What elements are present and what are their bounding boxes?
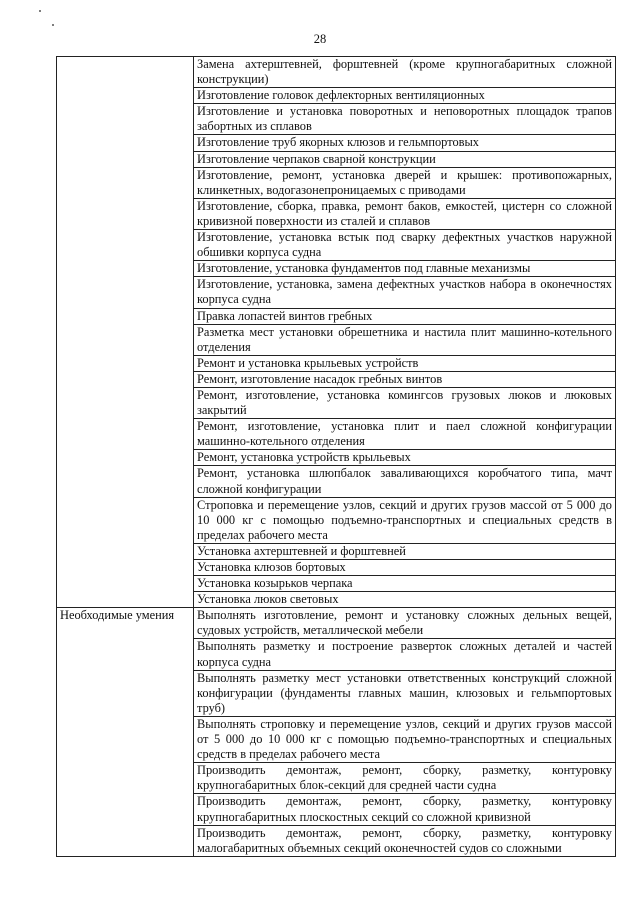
row-text: Производить демонтаж, ремонт, сборку, разметку, контуровку крупногабаритных блок-секций для средней части судна: [194, 763, 616, 794]
row-text: Выполнять разметку и построение разверток сложных деталей и частей корпуса судна: [194, 639, 616, 670]
row-text: Изготовление головок дефлекторных вентиляционных: [194, 88, 616, 104]
row-text: Замена ахтерштевней, форштевней (кроме крупногабаритных сложной конструкции): [194, 57, 616, 88]
row-text: Изготовление, сборка, правка, ремонт баков, емкостей, цистерн со сложной кривизной поверхности из сталей и сплавов: [194, 198, 616, 229]
table-body: [57, 57, 616, 857]
row-text: Производить демонтаж, ремонт, сборку, разметку, контуровку малогабаритных объемных секций оконечностей судов со сложными: [194, 825, 616, 856]
row-text: Ремонт, установка устройств крыльевых: [194, 450, 616, 466]
row-text: Изготовление, установка, замена дефектных участков набора в оконечностях корпуса судна: [194, 277, 616, 308]
row-text: Выполнять разметку мест установки ответственных конструкций сложной конфигурации (фундаменты главных машин, клюзовых и гельмпортовых труб): [194, 670, 616, 716]
scan-mark: [52, 24, 54, 26]
row-text: Установка люков световых: [194, 592, 616, 608]
row-text: Правка лопастей винтов гребных: [194, 308, 616, 324]
row-text: Изготовление черпаков сварной конструкции: [194, 151, 616, 167]
row-text: Выполнять изготовление, ремонт и установку сложных дельных вещей, судовых устройств, металлической мебели: [194, 608, 616, 639]
row-text: Разметка мест установки обрешетника и настила плит машинно-котельного отделения: [194, 324, 616, 355]
scan-mark: [39, 10, 41, 12]
row-text: Выполнять строповку и перемещение узлов, секций и других грузов массой от 5 000 до 10 000 кг с помощью подъемно-транспортных и специальных средств в пределах рабочего места: [194, 716, 616, 762]
row-text: Установка ахтерштевней и форштевней: [194, 543, 616, 559]
section-label: [57, 57, 194, 608]
row-text: Изготовление и установка поворотных и неповоротных площадок трапов забортных из сплавов: [194, 104, 616, 135]
row-text: Ремонт и установка крыльевых устройств: [194, 355, 616, 371]
row-text: Изготовление, установка встык под сварку дефектных участков наружной обшивки корпуса судна: [194, 230, 616, 261]
row-text: Установка козырьков черпака: [194, 576, 616, 592]
row-text: Установка клюзов бортовых: [194, 560, 616, 576]
table-row: [57, 57, 616, 88]
row-text: Изготовление, ремонт, установка дверей и крышек: противопожарных, клинкетных, водогазонепроницаемых с приводами: [194, 167, 616, 198]
row-text: Изготовление, установка фундаментов под главные механизмы: [194, 261, 616, 277]
row-text: Ремонт, изготовление, установка плит и паел сложной конфигурации машинно-котельного отделения: [194, 419, 616, 450]
row-text: Ремонт, установка шлюпбалок заваливающихся коробчатого типа, мачт сложной конфигурации: [194, 466, 616, 497]
row-text: Изготовление труб якорных клюзов и гельмпортовых: [194, 135, 616, 151]
table-row: [57, 608, 616, 639]
row-text: Строповка и перемещение узлов, секций и других грузов массой от 5 000 до 10 000 кг с помощью подъемно-транспортных и специальных средств в пределах рабочего места: [194, 497, 616, 543]
section-label: Необходимые умения: [57, 608, 194, 857]
page-number: 28: [313, 32, 327, 46]
row-text: Производить демонтаж, ремонт, сборку, разметку, контуровку крупногабаритных плоскостных секций со сложной кривизной: [194, 794, 616, 825]
row-text: Ремонт, изготовление насадок гребных винтов: [194, 371, 616, 387]
competency-table: [56, 56, 616, 857]
row-text: Ремонт, изготовление, установка комингсов грузовых люков и люковых закрытий: [194, 387, 616, 418]
